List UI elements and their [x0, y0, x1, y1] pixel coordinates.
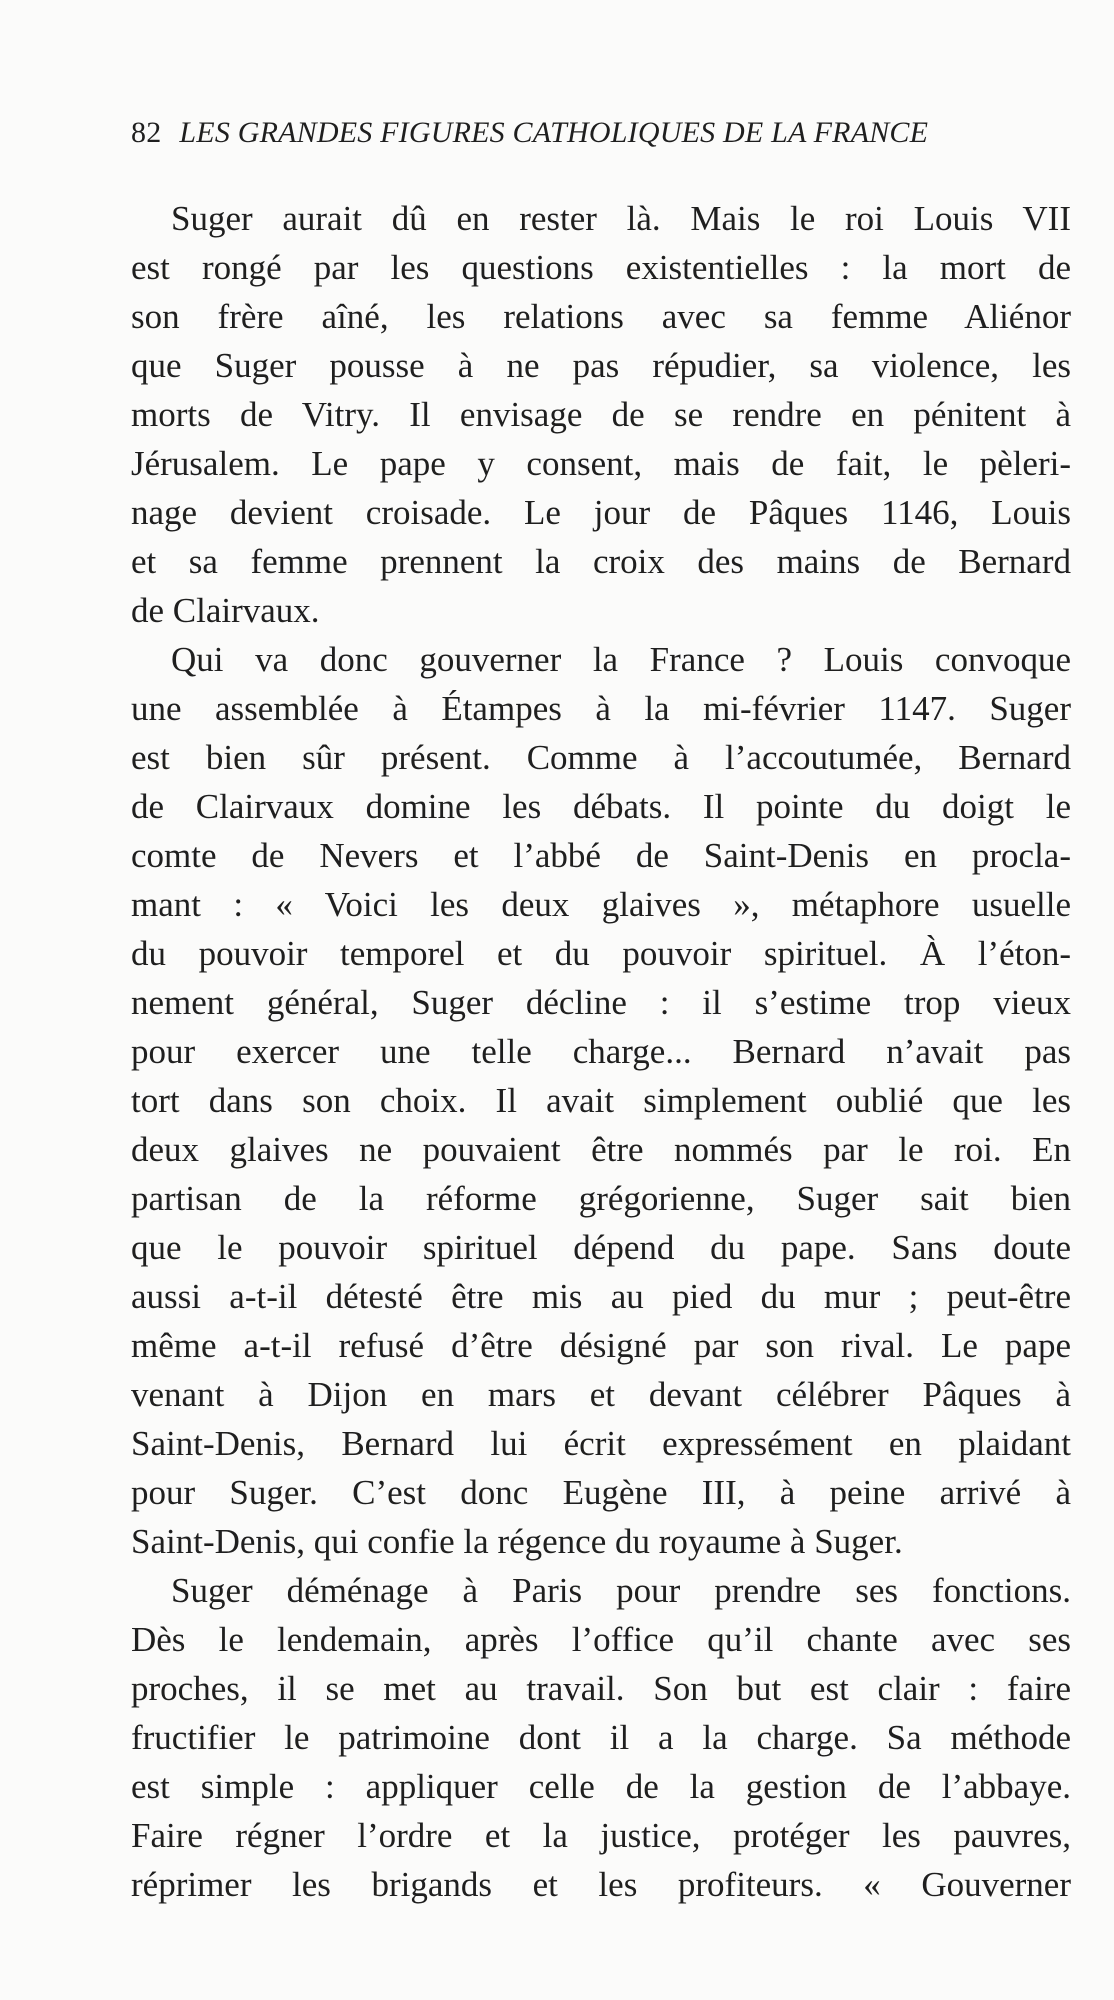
text-line: de Clairvaux domine les débats. Il pointe du doigt le — [131, 787, 1071, 826]
text-line: nement général, Suger décline : il s’estime trop vieux — [131, 983, 1071, 1022]
text-line: même a-t-il refusé d’être désigné par son rival. Le pape — [131, 1326, 1071, 1365]
text-line: réprimer les brigands et les profiteurs. « Gouverner — [131, 1865, 1071, 1904]
page-number: 82 — [131, 116, 162, 149]
running-title: LES GRANDES FIGURES CATHOLIQUES DE LA FRANCE — [179, 116, 929, 149]
running-head — [131, 111, 928, 155]
text-line: est bien sûr présent. Comme à l’accoutumée, Bernard — [131, 738, 1071, 777]
text-line: mant : « Voici les deux glaives », métaphore usuelle — [131, 885, 1071, 924]
text-line: que Suger pousse à ne pas répudier, sa violence, les — [131, 346, 1071, 385]
text-line: morts de Vitry. Il envisage de se rendre en pénitent à — [131, 395, 1071, 434]
text-line: comte de Nevers et l’abbé de Saint-Denis en procla- — [131, 836, 1071, 875]
text-line: deux glaives ne pouvaient être nommés par le roi. En — [131, 1130, 1071, 1169]
text-line: et sa femme prennent la croix des mains de Bernard — [131, 542, 1071, 581]
text-line: Faire régner l’ordre et la justice, protéger les pauvres, — [131, 1816, 1071, 1855]
text-line: une assemblée à Étampes à la mi-février 1147. Suger — [131, 689, 1071, 728]
text-line: Saint-Denis, qui confie la régence du royaume à Suger. — [131, 1522, 903, 1561]
text-line: son frère aîné, les relations avec sa femme Aliénor — [131, 297, 1071, 336]
text-line: Dès le lendemain, après l’office qu’il chante avec ses — [131, 1620, 1071, 1659]
text-line: pour exercer une telle charge... Bernard n’avait pas — [131, 1032, 1071, 1071]
text-line: Qui va donc gouverner la France ? Louis convoque — [171, 640, 1071, 679]
text-line: Suger déménage à Paris pour prendre ses fonctions. — [171, 1571, 1071, 1610]
text-line: nage devient croisade. Le jour de Pâques 1146, Louis — [131, 493, 1071, 532]
text-line: est simple : appliquer celle de la gestion de l’abbaye. — [131, 1767, 1071, 1806]
body-text — [131, 194, 1071, 1909]
text-line: fructifier le patrimoine dont il a la charge. Sa méthode — [131, 1718, 1071, 1757]
text-line: proches, il se met au travail. Son but est clair : faire — [131, 1669, 1071, 1708]
text-line: pour Suger. C’est donc Eugène III, à peine arrivé à — [131, 1473, 1071, 1512]
text-line: du pouvoir temporel et du pouvoir spirituel. À l’éton- — [131, 934, 1071, 973]
text-line: que le pouvoir spirituel dépend du pape. Sans doute — [131, 1228, 1071, 1267]
text-line: Saint-Denis, Bernard lui écrit expressément en plaidant — [131, 1424, 1071, 1463]
text-line: de Clairvaux. — [131, 591, 320, 630]
text-line: Jérusalem. Le pape y consent, mais de fait, le pèleri- — [131, 444, 1071, 483]
text-line: Suger aurait dû en rester là. Mais le roi Louis VII — [171, 199, 1071, 238]
text-line: aussi a-t-il détesté être mis au pied du mur ; peut-être — [131, 1277, 1071, 1316]
text-line: tort dans son choix. Il avait simplement oublié que les — [131, 1081, 1071, 1120]
text-line: est rongé par les questions existentielles : la mort de — [131, 248, 1071, 287]
text-line: venant à Dijon en mars et devant célébrer Pâques à — [131, 1375, 1071, 1414]
text-line: partisan de la réforme grégorienne, Suger sait bien — [131, 1179, 1071, 1218]
